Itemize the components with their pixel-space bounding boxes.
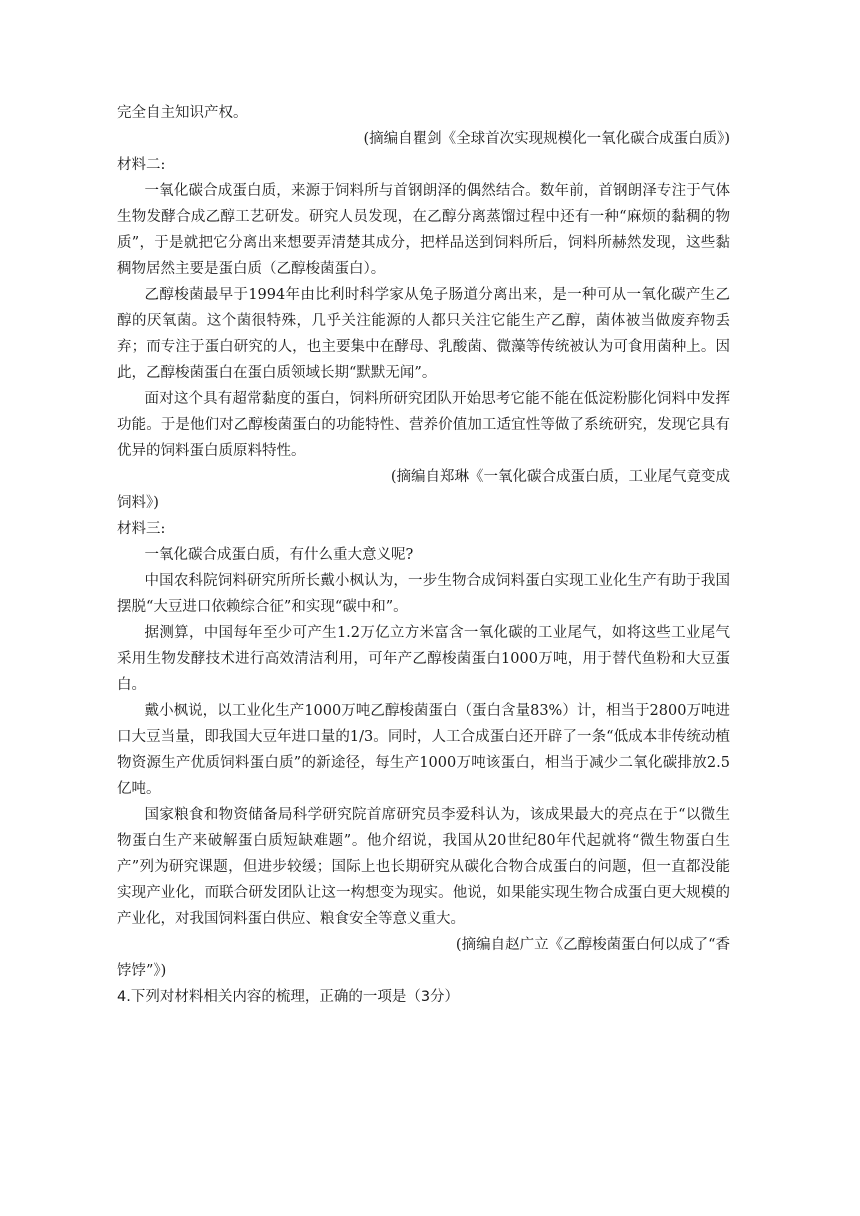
material-2-paragraph: 乙醇梭菌最早于1994年由比利时科学家从兔子肠道分离出来，是一种可从一氧化碳产生乙醇的厌氧菌。这个菌很特殊，几乎关注能源的人都只关注它能生产乙醇，菌体被当做废弃物丢弃；而专注于蛋白研究的人，也主要集中在酵母、乳酸菌、微藻等传统被认为可食用菌种上。因此，乙醇梭菌蛋白在蛋白质领域长期“默默无闻”。 bbox=[117, 287, 730, 381]
citation-2-line-1: (摘编自郑琳《一氧化碳合成蛋白质，工业尾气竟变成 bbox=[390, 469, 730, 485]
material-3-heading: 材料三: bbox=[117, 521, 166, 537]
citation-3 bbox=[117, 932, 730, 984]
material-2-paragraph: 一氧化碳合成蛋白质，来源于饲料所与首钢朗泽的偶然结合。数年前，首钢朗泽专注于气体生物发酵合成乙醇工艺研发。研究人员发现，在乙醇分离蒸馏过程中还有一种“麻烦的黏稠的物质”，于是就把它分离出来想要弄清楚其成分，把样品送到饲料所后，饲料所赫然发现，这些黏稠物居然主要是蛋白质（乙醇梭菌蛋白）。 bbox=[117, 183, 730, 277]
material-2-heading: 材料二: bbox=[117, 157, 166, 173]
citation-2-line-2: 饲料》) bbox=[117, 495, 159, 511]
question-4: 4.下列对材料相关内容的梳理，正确的一项是（3分） bbox=[117, 989, 460, 1005]
citation-1: (摘编自瞿剑《全球首次实现规模化一氧化碳合成蛋白质》) bbox=[363, 131, 730, 147]
material-3-paragraph: 一氧化碳合成蛋白质，有什么重大意义呢? bbox=[144, 547, 414, 563]
material-2-paragraph: 面对这个具有超常黏度的蛋白，饲料所研究团队开始思考它能不能在低淀粉膨化饲料中发挥功能。于是他们对乙醇梭菌蛋白的功能特性、营养价值加工适宜性等做了系统研究，发现它具有优异的饲料蛋白质原料特性。 bbox=[117, 391, 730, 459]
material-3-paragraph: 国家粮食和物资储备局科学研究院首席研究员李爱科认为，该成果最大的亮点在于“以微生物蛋白生产来破解蛋白质短缺难题”。他介绍说，我国从20世纪80年代起就将“微生物蛋白生产”列为研究课题，但进步较缓；国际上也长期研究从碳化合物合成蛋白的问题，但一直都没能实现产业化，而联合研发团队让这一构想变为现实。他说，如果能实现生物合成蛋白更大规模的产业化，对我国饲料蛋白供应、粮食安全等意义重大。 bbox=[117, 807, 730, 927]
citation-3-line-2: 饽饽”》) bbox=[117, 963, 167, 979]
document-body bbox=[117, 100, 730, 1010]
material-3-paragraph: 中国农科院饲料研究所所长戴小枫认为，一步生物合成饲料蛋白实现工业化生产有助于我国摆脱“大豆进口依赖综合征”和实现“碳中和”。 bbox=[117, 573, 730, 615]
intro-line: 完全自主知识产权。 bbox=[117, 105, 248, 121]
material-3-paragraph: 据测算，中国每年至少可产生1.2万亿立方米富含一氧化碳的工业尾气，如将这些工业尾气采用生物发酵技术进行高效清洁利用，可年产乙醇梭菌蛋白1000万吨，用于替代鱼粉和大豆蛋白。 bbox=[117, 625, 730, 693]
citation-3-line-1: (摘编自赵广立《乙醇梭菌蛋白何以成了“香 bbox=[455, 937, 730, 953]
material-3-paragraph: 戴小枫说，以工业化生产1000万吨乙醇梭菌蛋白（蛋白含量83%）计，相当于2800万吨进口大豆当量，即我国大豆年进口量的1/3。同时，人工合成蛋白还开辟了一条“低成本非传统动植物资源生产优质饲料蛋白质”的新途径，每生产1000万吨该蛋白，相当于减少二氧化碳排放2.5亿吨。 bbox=[117, 703, 730, 797]
citation-2 bbox=[117, 464, 730, 516]
